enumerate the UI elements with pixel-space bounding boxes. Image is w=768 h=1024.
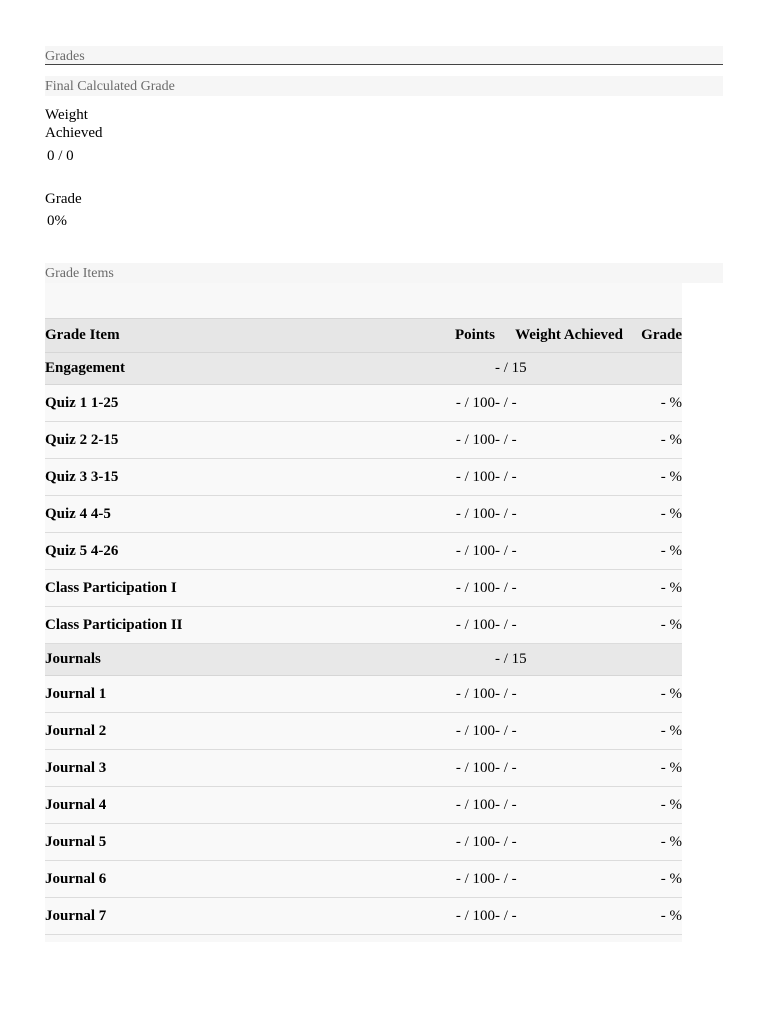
- grade-item-weight-achieved: - / -: [495, 833, 517, 850]
- grade-label: Grade: [45, 191, 82, 207]
- grade-item-points: - / 100: [455, 579, 495, 596]
- grade-value: 0%: [47, 213, 67, 229]
- grade-items-title: Grade Items: [45, 266, 114, 281]
- grade-item-points: - / 100: [455, 833, 495, 850]
- grade-items-section-header: [45, 263, 723, 283]
- weight-achieved-label-line2: Achieved: [45, 125, 103, 141]
- grade-item-points: - / 100: [455, 505, 495, 522]
- table-row: [45, 898, 682, 935]
- category-row: [45, 644, 682, 676]
- grade-item-weight-achieved: - / -: [495, 505, 517, 522]
- grade-item-grade: - %: [660, 685, 682, 702]
- grade-item-grade: - %: [660, 468, 682, 485]
- table-row: [45, 787, 682, 824]
- table-row: [45, 713, 682, 750]
- grades-title: Grades: [45, 49, 85, 64]
- grade-item-weight-achieved: - / -: [495, 579, 517, 596]
- table-row: [45, 496, 682, 533]
- grade-item-name: Journal 1: [45, 685, 107, 702]
- grade-item-name: Quiz 3 3-15: [45, 468, 119, 485]
- grade-item-points: - / 100: [455, 722, 495, 739]
- grade-item-points: - / 100: [455, 616, 495, 633]
- grade-item-name: Journal 5: [45, 833, 107, 850]
- grade-item-points: [435, 353, 495, 385]
- grade-items-body: [45, 353, 682, 935]
- grade-item-weight-achieved: - / -: [495, 870, 517, 887]
- grade-item-points: - / 100: [455, 759, 495, 776]
- grade-item-points: - / 100: [455, 870, 495, 887]
- grade-item-points: - / 100: [455, 796, 495, 813]
- grade-item-grade: - %: [660, 394, 682, 411]
- grade-item-weight-achieved: - / -: [495, 722, 517, 739]
- category-name: Engagement: [45, 360, 125, 376]
- grade-item-name: Journal 7: [45, 907, 107, 924]
- grade-item-points: [435, 644, 495, 676]
- column-header-grade: Grade: [641, 327, 682, 343]
- grade-item-weight-achieved: - / -: [495, 431, 517, 448]
- table-header-row: [45, 319, 682, 353]
- grade-item-name: Journal 3: [45, 759, 107, 776]
- grade-item-grade: - %: [660, 542, 682, 559]
- weight-achieved-value: 0 / 0: [47, 148, 74, 164]
- category-name: Journals: [45, 651, 101, 667]
- table-row: [45, 459, 682, 496]
- table-row: [45, 385, 682, 422]
- grade-item-points: - / 100: [455, 542, 495, 559]
- grade-item-weight-achieved: - / -: [495, 759, 517, 776]
- grade-item-grade: - %: [660, 431, 682, 448]
- grade-item-grade: - %: [660, 759, 682, 776]
- grade-item-grade: [623, 353, 682, 385]
- grade-item-weight-achieved: - / -: [495, 907, 517, 924]
- grade-item-name: Class Participation II: [45, 616, 183, 633]
- grade-item-grade: - %: [660, 833, 682, 850]
- table-row: [45, 750, 682, 787]
- grade-item-weight-achieved: - / -: [495, 616, 517, 633]
- grade-item-grade: - %: [660, 907, 682, 924]
- grade-item-points: - / 100: [455, 394, 495, 411]
- grades-header: [45, 46, 723, 65]
- grade-item-grade: - %: [660, 579, 682, 596]
- grade-item-grade: - %: [660, 870, 682, 887]
- grade-item-weight-achieved: - / 15: [495, 651, 527, 667]
- table-row: [45, 422, 682, 459]
- column-header-weight-achieved: Weight Achieved: [515, 327, 623, 343]
- grade-item-points: - / 100: [455, 431, 495, 448]
- table-row: [45, 824, 682, 861]
- grade-item-grade: - %: [660, 722, 682, 739]
- grade-item-name: Journal 2: [45, 722, 107, 739]
- grade-item-grade: - %: [660, 505, 682, 522]
- grade-item-grade: - %: [660, 796, 682, 813]
- grade-item-weight-achieved: - / -: [495, 685, 517, 702]
- grade-item-points: - / 100: [455, 685, 495, 702]
- final-grade-title: Final Calculated Grade: [45, 79, 175, 94]
- grade-item-name: Quiz 5 4-26: [45, 542, 119, 559]
- category-row: [45, 353, 682, 385]
- grade-items-table: [45, 318, 682, 935]
- grade-item-name: Journal 6: [45, 870, 107, 887]
- grade-item-name: Class Participation I: [45, 579, 177, 596]
- grade-item-grade: - %: [660, 616, 682, 633]
- table-row: [45, 570, 682, 607]
- grade-item-weight-achieved: - / 15: [495, 360, 527, 376]
- table-row: [45, 533, 682, 570]
- table-row: [45, 607, 682, 644]
- grade-item-points: - / 100: [455, 907, 495, 924]
- grade-item-name: Quiz 4 4-5: [45, 505, 111, 522]
- grade-item-weight-achieved: - / -: [495, 394, 517, 411]
- grade-item-name: Journal 4: [45, 796, 107, 813]
- grade-item-weight-achieved: - / -: [495, 796, 517, 813]
- weight-achieved-label-line1: Weight: [45, 107, 88, 123]
- table-row: [45, 676, 682, 713]
- final-grade-section-header: [45, 76, 723, 96]
- grade-item-points: - / 100: [455, 468, 495, 485]
- table-row: [45, 861, 682, 898]
- grade-item-name: Quiz 2 2-15: [45, 431, 119, 448]
- grade-item-name: Quiz 1 1-25: [45, 394, 119, 411]
- column-header-grade-item: Grade Item: [45, 327, 120, 343]
- column-header-points: Points: [454, 327, 495, 343]
- grade-item-weight-achieved: - / -: [495, 542, 517, 559]
- grade-item-grade: [623, 644, 682, 676]
- grade-item-weight-achieved: - / -: [495, 468, 517, 485]
